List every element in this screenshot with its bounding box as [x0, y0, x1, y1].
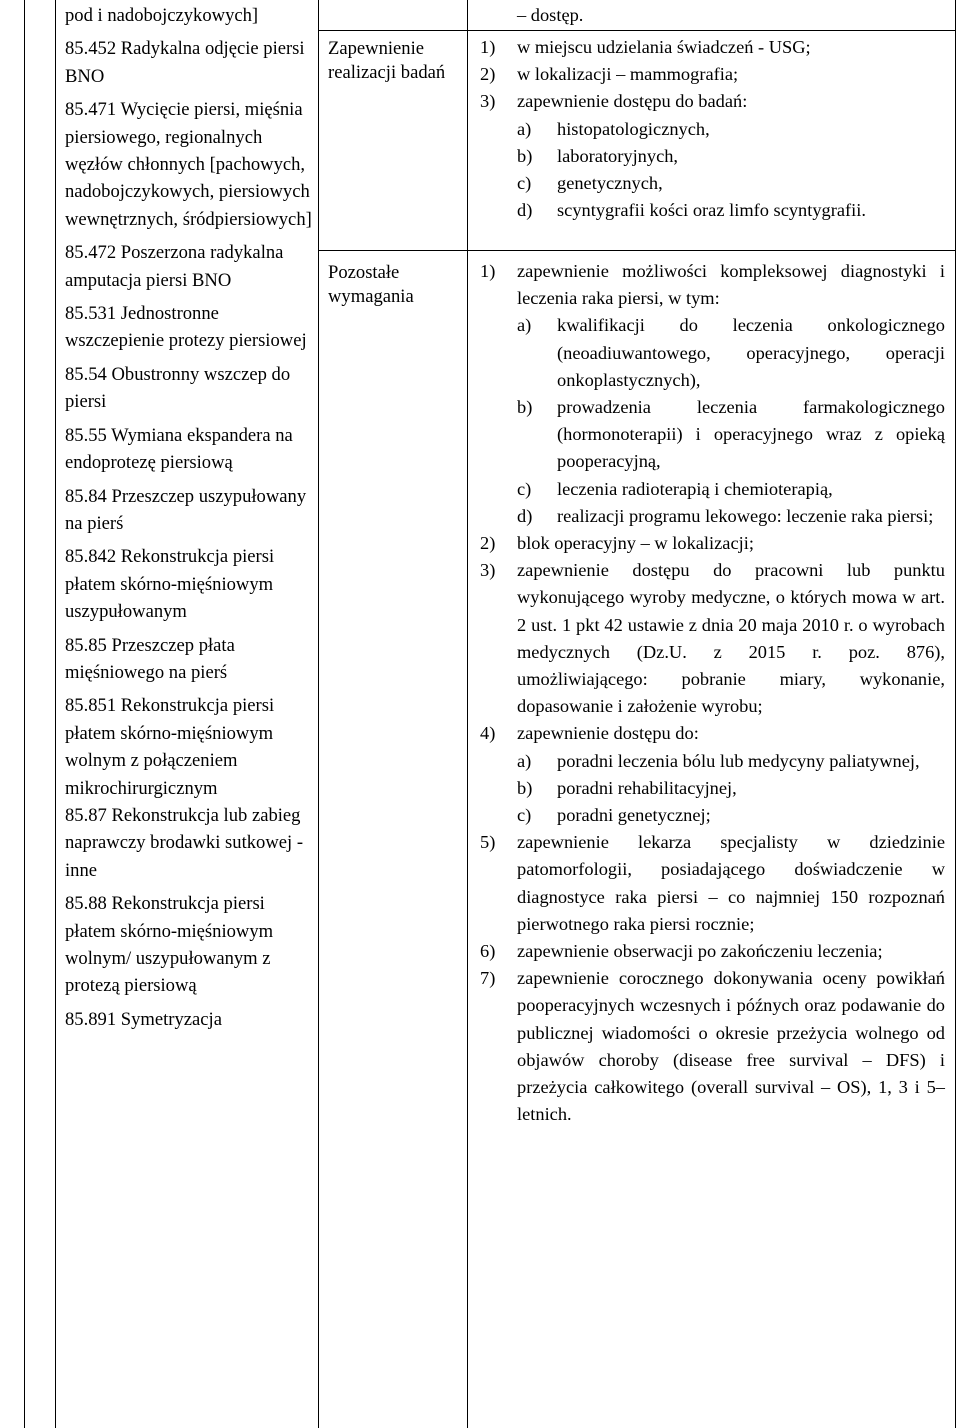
sub-item-text: prowadzenia leczenia farmakologicznego (hormonoterapii) i operacyjnego wraz z opieką pooperacyjną, [557, 397, 945, 472]
item-text: zapewnienie dostępu do badań: [517, 91, 748, 112]
column-divider-1 [55, 0, 56, 1428]
item-number: 4) [480, 723, 496, 744]
sub-item [517, 503, 945, 530]
procedure-item: 85.55 Wymiana ekspandera na endoprotezę piersiową [65, 424, 293, 474]
sub-item-letter: c) [517, 805, 532, 826]
sub-item-text: leczenia radioterapią i chemioterapią, [557, 478, 833, 499]
procedure-item: 85.842 Rekonstrukcja piersi płatem skórno-mięśniowym uszypułowanym [65, 546, 275, 623]
item-number: 6) [480, 941, 496, 962]
item-number: 7) [480, 968, 496, 989]
item-number: 1) [480, 37, 496, 57]
sub-item [517, 116, 945, 143]
procedure-item: 85.891 Symetryzacja [65, 1008, 222, 1030]
sub-item-text: laboratoryjnych, [557, 145, 679, 166]
sub-item [517, 312, 945, 394]
requirement-item [480, 530, 945, 557]
procedure-item: 85.471 Wycięcie piersi, mięśnia piersiowego, regionalnych węzłów chłonnych [pachowych, nadobojczykowych, piersiowych wewnętrznych, śródpiersiowych] [65, 99, 312, 230]
requirement-item [480, 965, 945, 1128]
item-text: zapewnienie lekarza specjalisty w dziedzinie patomorfologii, posiadającego doświadczenie w diagnostyce raka piersi – co najmniej 150 rozpoznań pierwotnego raka piersi rocznie; [517, 832, 945, 934]
sub-item-letter: a) [517, 750, 532, 771]
sub-item-text: genetycznych, [557, 173, 663, 194]
requirement-item [480, 88, 945, 224]
requirement-item [480, 557, 945, 720]
sub-item [517, 775, 945, 802]
sub-item [517, 476, 945, 503]
item-text: zapewnienie możliwości kompleksowej diagnostyki i leczenia raka piersi, w tym: [517, 261, 945, 309]
procedure-item: 85.531 Jednostronne wszczepienie protezy piersiowej [65, 303, 307, 352]
item-text: zapewnienie obserwacji po zakończeniu leczenia; [517, 941, 883, 962]
table-border-right [955, 0, 956, 1428]
item-number: 2) [480, 64, 496, 85]
sub-item-letter: a) [517, 315, 532, 336]
procedure-item: 85.54 Obustronny wszczep do piersi [65, 363, 291, 413]
item-number: 5) [480, 832, 496, 853]
sub-item-letter: d) [517, 505, 533, 526]
item-text: zapewnienie corocznego dokonywania oceny powikłań pooperacyjnych wczesnych i późnych oraz podawanie do publicznej wiadomości o okresie przeżycia wolnego od objawów choroby (disease free survival – DFS) i przeżycia całkowitego (overall survival – OS), 1, 3 i 5–letnich. [517, 968, 945, 1125]
procedure-item: pod i nadobojczykowych] [65, 5, 259, 26]
sub-item-text: histopatologicznych, [557, 118, 710, 139]
item-number: 1) [480, 261, 496, 281]
sub-item [517, 170, 945, 197]
column-divider-3 [467, 0, 468, 1428]
item-text: w miejscu udzielania świadczeń - USG; [517, 37, 811, 57]
continuation-text: – dostęp. [517, 5, 584, 25]
procedure-list [65, 2, 315, 1033]
procedure-item: 85.851 Rekonstrukcja piersi płatem skórno-mięśniowym wolnym z połączeniem mikrochirurgicznym [65, 695, 275, 799]
sub-item [517, 394, 945, 476]
sub-item-text: kwalifikacji do leczenia onkologicznego (neoadiuwantowego, operacyjnego, operacji onkoplastycznych), [557, 315, 945, 390]
sub-item [517, 197, 945, 224]
badania-requirements [480, 34, 945, 224]
row-divider-1 [318, 30, 956, 31]
table-border-left [24, 0, 25, 1428]
item-text: blok operacyjny – w lokalizacji; [517, 533, 754, 554]
row-label-badania: Zapewnienie realizacji badań [328, 38, 446, 83]
requirement-item [480, 61, 945, 88]
procedure-item: 85.88 Rekonstrukcja piersi płatem skórno-mięśniowym wolnym/ uszypułowanym z protezą piersiową [65, 893, 274, 997]
sub-item-text: poradni genetycznej; [557, 805, 711, 826]
item-text: zapewnienie dostępu do: [517, 723, 699, 744]
sub-item-letter: b) [517, 145, 533, 166]
item-number: 2) [480, 533, 496, 554]
procedure-item: 85.87 Rekonstrukcja lub zabieg naprawczy brodawki sutkowej - inne [65, 804, 304, 881]
item-number: 3) [480, 91, 496, 112]
sub-item [517, 802, 945, 829]
sub-item-letter: c) [517, 478, 532, 499]
sub-item-text: poradni leczenia bólu lub medycyny paliatywnej, [557, 750, 920, 771]
requirement-item [480, 938, 945, 965]
pozostale-requirements [480, 258, 945, 1129]
sub-item-text: poradni rehabilitacyjnej, [557, 777, 737, 798]
procedure-item: 85.84 Przeszczep uszypułowany na pierś [65, 485, 307, 534]
item-text: w lokalizacji – mammografia; [517, 64, 739, 85]
requirement-item [480, 258, 945, 530]
column-divider-2 [318, 0, 319, 1428]
sub-item [517, 143, 945, 170]
requirement-item [480, 829, 945, 938]
item-text: zapewnienie dostępu do pracowni lub punktu wykonującego wyroby medyczne, o których mowa w art. 2 ust. 1 pkt 42 ustawie z dnia 20 maja 2010 r. o wyrobach medycznych (Dz.U. z 2015 r. poz. 876), umożliwiającego: pobranie miary, wykonanie, dopasowanie i założenie wyrobu; [517, 560, 945, 717]
sub-item-text: realizacji programu lekowego: leczenie raka piersi; [557, 505, 934, 526]
row-label-pozostale: Pozostałe wymagania [328, 262, 414, 307]
requirement-item [480, 720, 945, 829]
item-number: 3) [480, 560, 496, 581]
sub-item [517, 748, 945, 775]
sub-item-letter: d) [517, 200, 533, 221]
sub-item-letter: c) [517, 173, 532, 194]
procedure-item: 85.472 Poszerzona radykalna amputacja piersi BNO [65, 242, 284, 291]
sub-item-letter: b) [517, 397, 533, 418]
previous-row-continuation [480, 2, 945, 29]
sub-item-letter: b) [517, 777, 533, 798]
requirement-item [480, 34, 945, 61]
procedure-item: 85.85 Przeszczep płata mięśniowego na pierś [65, 634, 235, 683]
sub-item-text: scyntygrafii kości oraz limfo scyntygrafii. [557, 200, 866, 221]
procedure-item: 85.452 Radykalna odjęcie piersi BNO [65, 38, 305, 87]
row-divider-2 [318, 250, 956, 251]
sub-item-letter: a) [517, 118, 532, 139]
